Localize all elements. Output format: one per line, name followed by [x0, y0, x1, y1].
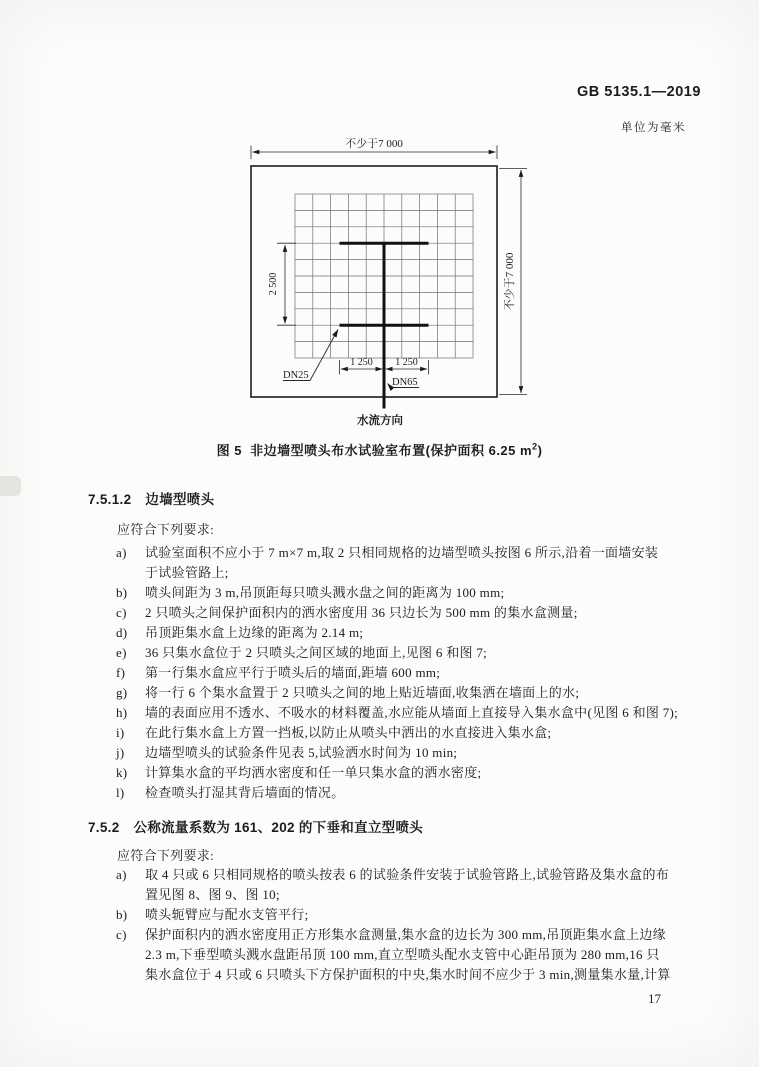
- test-room-outline: [251, 166, 497, 397]
- section-heading-752: [88, 816, 423, 836]
- list-item-label: d): [116, 625, 128, 640]
- list-item: [116, 683, 708, 703]
- list-item-text: 取 4 只或 6 只相同规格的喷头按表 6 的试验条件安装于试验管路上,试验管路及集水盒的布 置见图 8、图 9、图 10;: [145, 867, 670, 902]
- dim-1250-left-label: 1 250: [350, 357, 373, 368]
- list-item: [116, 763, 708, 783]
- section-title: 公称流量系数为 161、202 的下垂和直立型喷头: [133, 820, 424, 835]
- scan-edge-artifact: [0, 476, 21, 496]
- list-item-label: j): [116, 745, 125, 760]
- section-title: 边墙型喷头: [145, 492, 215, 507]
- list-item: [116, 743, 708, 763]
- list-item-label: a): [116, 545, 127, 560]
- list-item: [116, 543, 708, 583]
- list-item-label: i): [116, 725, 125, 740]
- list-item-label: e): [116, 645, 127, 660]
- dim-top-label: 不少于7 000: [345, 138, 403, 150]
- list-item: [116, 583, 708, 603]
- list-item: [116, 905, 708, 925]
- list-item-text: 墙的表面应用不透水、不吸水的材料覆盖,水应能从墙面上直接导入集水盒中(见图 6 和图 7);: [145, 705, 679, 720]
- branch-pipe-label: DN25: [283, 370, 309, 381]
- dimension-2500: [277, 243, 296, 325]
- list-item-text: 计算集水盒的平均洒水密度和任一单只集水盒的洒水密度;: [145, 765, 482, 780]
- figure-5-diagram: [230, 135, 540, 430]
- list-item-text: 第一行集水盒应平行于喷头后的墙面,距墙 600 mm;: [145, 665, 441, 680]
- list-item: [116, 783, 708, 803]
- section-number: 7.5.1.2: [88, 492, 132, 507]
- dim-right-label: 不少于7 000: [504, 252, 516, 311]
- dim-1250-right-label: 1 250: [395, 357, 418, 368]
- requirement-list-2: [116, 865, 708, 985]
- list-item-label: b): [116, 585, 128, 600]
- list-item-text: 喷头轭臂应与配水支管平行;: [145, 907, 309, 922]
- list-item-text: 保护面积内的洒水密度用正方形集水盒测量,集水盒的边长为 300 mm,吊顶距集水盒上边缘 2.3 m,下垂型喷头溅水盘距吊顶 100 mm,直立型喷头配水支管中心距吊顶为 280 mm,16 只 集水盒位于 4 只或 6 只喷头下方保护面积的中央,集水时间不应少于 3 min,测量集水量,计算: [145, 927, 671, 982]
- list-item: [116, 703, 708, 723]
- list-item-text: 将一行 6 个集水盒置于 2 只喷头之间的地上贴近墙面,收集洒在墙面上的水;: [145, 685, 580, 700]
- list-item: [116, 925, 708, 985]
- standard-code: GB 5135.1—2019: [577, 84, 701, 100]
- list-item: [116, 603, 708, 623]
- section-heading-7512: [88, 488, 214, 508]
- list-item-label: a): [116, 867, 127, 882]
- requirement-list-1: [116, 543, 708, 803]
- list-item-text: 吊顶距集水盒上边缘的距离为 2.14 m;: [145, 625, 364, 640]
- list-item: [116, 865, 708, 905]
- flow-direction-label: 水流方向: [357, 415, 403, 427]
- list-item-label: b): [116, 907, 128, 922]
- units-note: 单位为毫米: [621, 122, 686, 134]
- list-item-label: f): [116, 665, 126, 680]
- list-item-text: 36 只集水盒位于 2 只喷头之间区域的地面上,见图 6 和图 7;: [145, 645, 488, 660]
- list-item: [116, 623, 708, 643]
- list-item-text: 喷头间距为 3 m,吊顶距每只喷头溅水盘之间的距离为 100 mm;: [145, 585, 505, 600]
- list-item: [116, 723, 708, 743]
- main-pipe-label: DN65: [392, 377, 418, 388]
- list-item-text: 2 只喷头之间保护面积内的洒水密度用 36 只边长为 500 mm 的集水盒测量;: [145, 605, 578, 620]
- list-item-label: l): [116, 785, 125, 800]
- list-item-label: h): [116, 705, 128, 720]
- figure-caption: 图 5 非边墙型喷头布水试验室布置(保护面积 6.25 $m^2$): [216, 441, 543, 458]
- section-intro: 应符合下列要求:: [117, 522, 215, 537]
- list-item-label: c): [116, 927, 127, 942]
- list-item: [116, 643, 708, 663]
- dim-2500-label: 2 500: [268, 272, 279, 296]
- list-item-text: 边墙型喷头的试验条件见表 5,试验洒水时间为 10 min;: [145, 745, 458, 760]
- list-item: [116, 663, 708, 683]
- page-number: 17: [648, 991, 661, 1006]
- list-item-label: k): [116, 765, 128, 780]
- list-item-label: g): [116, 685, 128, 700]
- section-intro: 应符合下列要求:: [117, 848, 215, 863]
- list-item-text: 试验室面积不应小于 7 m×7 m,取 2 只相同规格的边墙型喷头按图 6 所示,沿着一面墙安装 于试验管路上;: [145, 545, 659, 580]
- list-item-label: c): [116, 605, 127, 620]
- list-item-text: 检查喷头打湿其背后墙面的情况。: [145, 785, 345, 800]
- list-item-text: 在此行集水盒上方置一挡板,以防止从喷头中洒出的水直接进入集水盒;: [145, 725, 552, 740]
- section-number: 7.5.2: [88, 820, 120, 835]
